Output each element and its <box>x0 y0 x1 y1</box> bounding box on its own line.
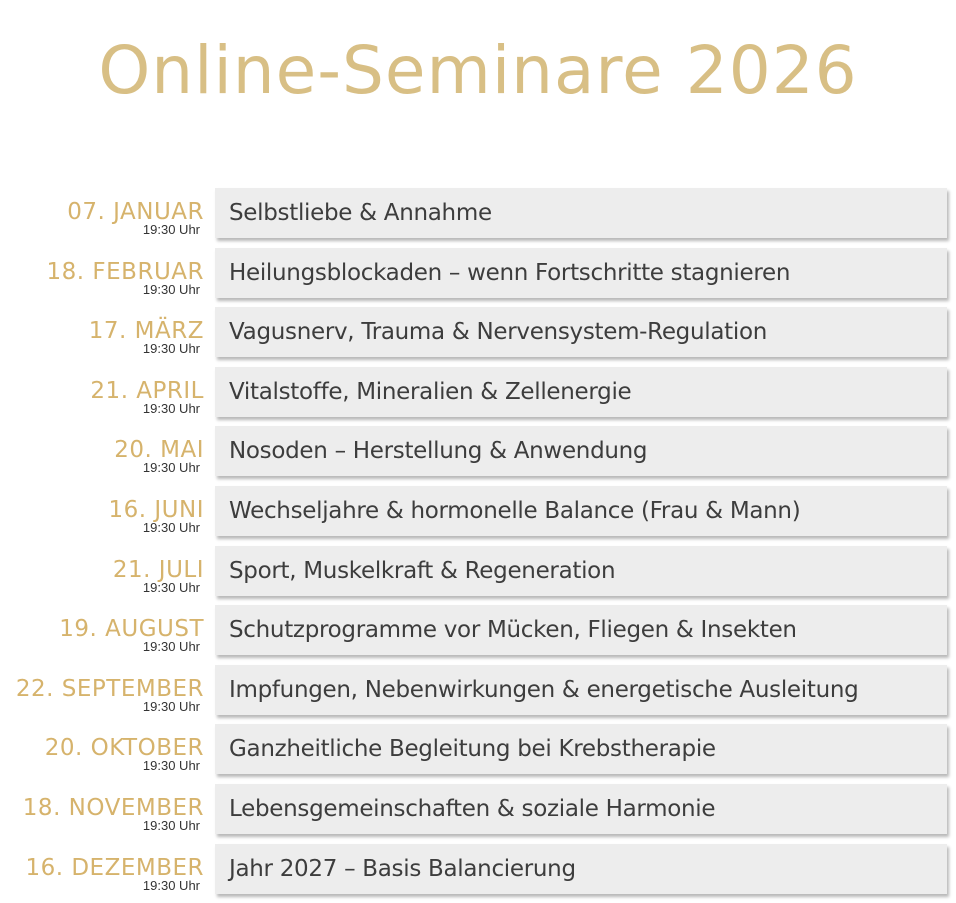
seminar-date <box>59 617 204 654</box>
seminar-time: 19:30 Uhr <box>142 281 200 297</box>
seminar-date <box>89 319 204 356</box>
seminar-row <box>0 844 956 903</box>
seminar-topic-box <box>215 486 947 536</box>
seminar-time: 19:30 Uhr <box>142 460 200 476</box>
seminar-topic-box <box>215 724 947 774</box>
seminar-date-label: 16. JUNI <box>108 496 204 523</box>
seminar-topic-box <box>215 665 947 715</box>
seminar-date-label: 19. AUGUST <box>59 616 204 643</box>
seminar-date-label: 17. MÄRZ <box>88 318 204 345</box>
seminar-time: 19:30 Uhr <box>142 758 200 774</box>
seminar-topic: Nosoden – Herstellung & Anwendung <box>229 438 648 465</box>
seminar-row <box>0 486 956 546</box>
seminar-date-label: 20. OKTOBER <box>44 735 204 762</box>
seminar-topic: Selbstliebe & Annahme <box>229 200 492 226</box>
seminar-topic: Vagusnerv, Trauma & Nervensystem-Regulation <box>229 319 767 346</box>
seminar-topic-box <box>215 426 947 476</box>
seminar-date <box>109 498 205 535</box>
seminar-topic-box <box>215 844 947 894</box>
seminar-row <box>0 665 956 725</box>
seminar-date <box>67 200 204 237</box>
seminar-date-label: 18. FEBRUAR <box>46 258 204 285</box>
seminar-date-label: 16. DEZEMBER <box>25 854 204 881</box>
seminar-topic-box <box>215 367 947 417</box>
seminar-row <box>0 367 956 427</box>
seminar-date <box>25 856 204 893</box>
seminar-time: 19:30 Uhr <box>142 519 200 535</box>
seminar-topic-box <box>215 248 947 298</box>
seminar-topic: Impfungen, Nebenwirkungen & energetische Ausleitung <box>229 676 859 703</box>
seminar-time: 19:30 Uhr <box>142 222 200 237</box>
seminar-row <box>0 188 956 248</box>
seminar-date <box>16 677 204 714</box>
seminar-row <box>0 605 956 665</box>
seminar-topic: Wechseljahre & hormonelle Balance (Frau & Mann) <box>229 497 801 524</box>
seminar-topic: Sport, Muskelkraft & Regeneration <box>229 557 616 584</box>
seminar-topic-box <box>215 546 947 596</box>
seminar-time: 19:30 Uhr <box>142 400 200 416</box>
seminar-date-label: 20. MAI <box>114 437 204 464</box>
seminar-date-label: 21. APRIL <box>90 377 204 404</box>
seminar-time: 19:30 Uhr <box>142 698 200 714</box>
seminar-topic-box <box>215 188 947 238</box>
seminar-row <box>0 248 956 308</box>
seminar-date <box>47 260 204 297</box>
seminar-date <box>90 379 204 416</box>
seminar-topic-box <box>215 307 947 357</box>
seminar-time: 19:30 Uhr <box>142 639 200 655</box>
seminar-row <box>0 426 956 486</box>
seminar-date-label: 21. JULI <box>112 556 204 583</box>
seminar-date <box>23 796 204 833</box>
seminar-time: 19:30 Uhr <box>142 817 200 833</box>
seminar-topic: Heilungsblockaden – wenn Fortschritte stagnieren <box>229 259 791 286</box>
seminar-topic-box <box>215 605 947 655</box>
seminar-topic: Jahr 2027 – Basis Balancierung <box>229 855 576 882</box>
seminar-date-label: 22. SEPTEMBER <box>15 675 204 702</box>
seminar-time: 19:30 Uhr <box>142 877 200 893</box>
seminar-date-label: 07. JANUAR <box>67 199 204 225</box>
seminar-row <box>0 546 956 606</box>
seminar-topic-box <box>215 784 947 834</box>
seminar-row <box>0 784 956 844</box>
seminar-schedule <box>0 188 956 903</box>
seminar-topic: Vitalstoffe, Mineralien & Zellenergie <box>229 378 632 405</box>
seminar-topic: Lebensgemeinschaften & soziale Harmonie <box>229 795 716 822</box>
page-title: Online-Seminare 2026 <box>98 32 858 109</box>
seminar-row <box>0 724 956 784</box>
seminar-date <box>113 558 204 595</box>
seminar-time: 19:30 Uhr <box>142 579 200 595</box>
seminar-topic: Schutzprogramme vor Mücken, Fliegen & Insekten <box>229 617 797 644</box>
seminar-time: 19:30 Uhr <box>142 341 200 357</box>
seminar-topic: Ganzheitliche Begleitung bei Krebstherapie <box>229 736 716 763</box>
seminar-date <box>114 438 204 475</box>
seminar-row <box>0 307 956 367</box>
seminar-date <box>45 736 204 773</box>
seminar-date-label: 18. NOVEMBER <box>22 794 204 821</box>
